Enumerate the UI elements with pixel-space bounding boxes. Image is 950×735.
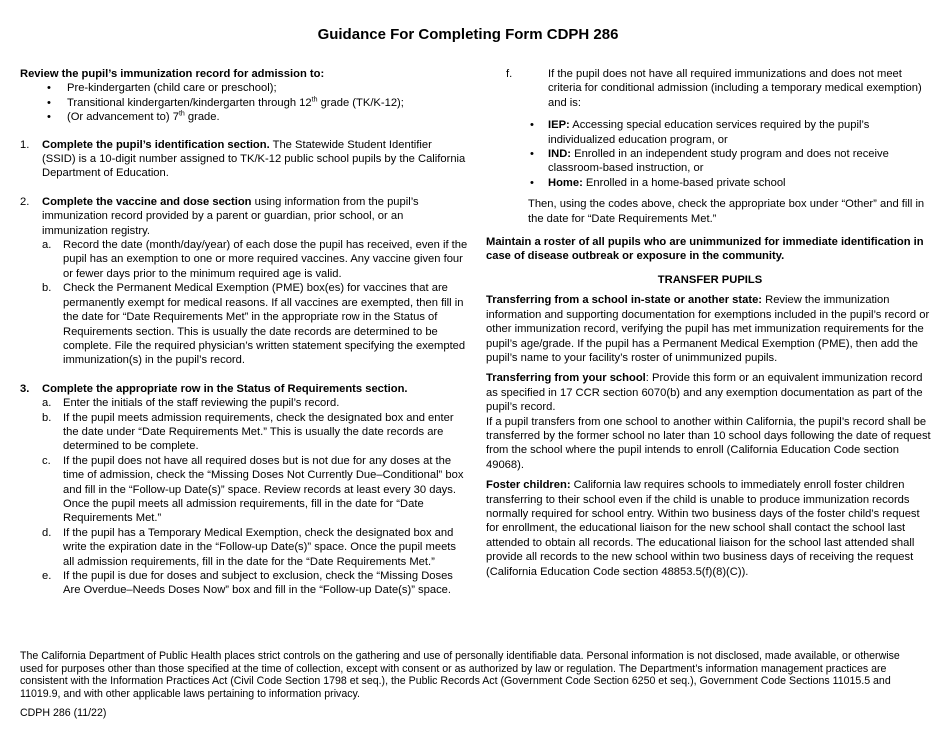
list-item: • IEP: Accessing special education services required by the pupil’s individualized education program, or (486, 118, 934, 147)
step-3b: b. If the pupil meets admission requirements, check the designated box and enter the date under “Date Requirements Met.” This is usually the date records are determined to be complete. (42, 411, 454, 453)
left-column (20, 67, 468, 598)
step-1: 1. Complete the pupil’s identification section. The Statewide Student Identifier (SSID) is a 10-digit number assigned to TK/K-12 public school pupils by the California Department of Education. (20, 138, 466, 180)
foster-paragraph: Foster children: California law requires schools to immediately enroll foster children transferring to their school even if the child is unable to produce immunization records normally required for school entry. Within two business days of the foster child’s request for enrollment, the educational liaison for the new school shall contact the school last attended to obtain all records. The educational liaison for the school last attended shall provide all records to the new school within two business days of receiving the request (California Education Code section 48853.5(f)(8)(C)). (486, 479, 920, 578)
list-item: • Home: Enrolled in a home-based private school (486, 176, 934, 190)
step-2a: a. Record the date (month/day/year) of each dose the pupil has received, even if the pupil has an exemption to one or more required vaccines. Any vaccine given four or fewer days prior to the minimum required age is valid. (42, 239, 468, 280)
list-item: • Pre-kindergarten (child care or preschool); (20, 81, 468, 95)
privacy-footer: The California Department of Public Health places strict controls on the gathering and use of personally identifiable data. Personal information is not disclosed, made available, or otherwise used for purposes other than those specified at the time of collection, except with consent or as authorized by law or regulation. The Department’s information management practices are consistent with the Information Practices Act (Civil Code Section 1798 et seq.), the Public Records Act (Government Code Section 6250 et seq.), Government Code Sections 11015.5 and 11019.9, and with other applicable laws pertaining to information privacy. (20, 650, 900, 700)
admission-grade-list (20, 81, 468, 124)
page-title: Guidance For Completing Form CDPH 286 (317, 26, 619, 43)
list-item: • Transitional kindergarten/kindergarten through 12th grade (TK/K-12); (20, 96, 468, 110)
step-3d: d. If the pupil has a Temporary Medical Exemption, check the designated box and write the expiration date in the “Follow-up Date(s)” space. Once the pupil meets all admission requirements, fill in the date for the “Date Requirements Met.” (42, 526, 456, 568)
roster-note: Maintain a roster of all pupils who are unimmunized for immediate identification in case of disease outbreak or exposure in the community. (486, 236, 924, 263)
then-instruction: Then, using the codes above, check the appropriate box under “Other” and fill in the date for “Date Requirements Met.” (528, 198, 925, 225)
transfer-heading: TRANSFER PUPILS (657, 273, 763, 286)
list-item: • (Or advancement to) 7th grade. (20, 110, 468, 124)
transfer-out-paragraph-2: If a pupil transfers from one school to another within California, the pupil’s record shall be transferred by the former school no later than 10 school days following the date of request from the school where the pupil intends to enroll (California Education Code section 49068). (486, 415, 931, 471)
review-heading: Review the pupil’s immunization record for admission to: (20, 68, 325, 80)
step-2: 2. Complete the vaccine and dose section using information from the pupil’s immunization record provided by a parent or guardian, prior school, or an immunization registry. (20, 195, 419, 237)
step-2b: b. Check the Permanent Medical Exemption (PME) box(es) for vaccines that are permanently exempt for medical reasons. If all vaccines are exempted, then fill in the date for “Date Requirements Met” in the appropriate row in the Status of Requirements section. This is usually the date records are determined to be complete. File the required physician’s written statement specifying the exempted immunization(s) in the pupil’s record. (42, 282, 466, 367)
transfer-out-paragraph: Transferring from your school: Provide this form or an equivalent immunization record as specified in 17 CCR section 6070(b) and any exemption documentation as part of the pupil’s record. (486, 372, 923, 414)
step-3c: c. If the pupil does not have all required doses but is not due for any doses at the time of admission, check the “Missing Doses Not Currently Due–Conditional” box and fill in the “Follow-up Date(s)” space. Review records at least every 30 days. Once the pupil meets all admission requirements, fill in the date for “Date Requirements Met.” (42, 454, 464, 525)
list-item: • IND: Enrolled in an independent study program and does not receive classroom-based instruction, or (486, 147, 934, 176)
right-column (486, 67, 934, 579)
step-3e: e. If the pupil is due for doses and subject to exclusion, check the “Missing Doses Are Overdue–Needs Doses Now” box and fill in the “Follow-up Date(s)” space. (42, 570, 453, 597)
exemption-code-list (486, 118, 934, 190)
step-3f: f. If the pupil does not have all required immunizations and does not meet criteria for conditional admission (including a temporary medical exemption) and is: (506, 68, 922, 109)
step-3a: a. Enter the initials of the staff reviewing the pupil’s record. (42, 397, 340, 410)
form-id: CDPH 286 (11/22) (20, 707, 107, 719)
step-3: 3. Complete the appropriate row in the Status of Requirements section. (20, 382, 408, 395)
transfer-in-paragraph: Transferring from a school in-state or another state: Review the immunization information and supporting documentation for exemptions included in the pupil’s record or other immunization record, verifying the pupil has met immunization requirements for the pupil’s age/grade. If the pupil has a Permanent Medical Exemption (PME), then add the pupil’s name to your facility’s roster of unimmunized pupils. (486, 294, 930, 364)
